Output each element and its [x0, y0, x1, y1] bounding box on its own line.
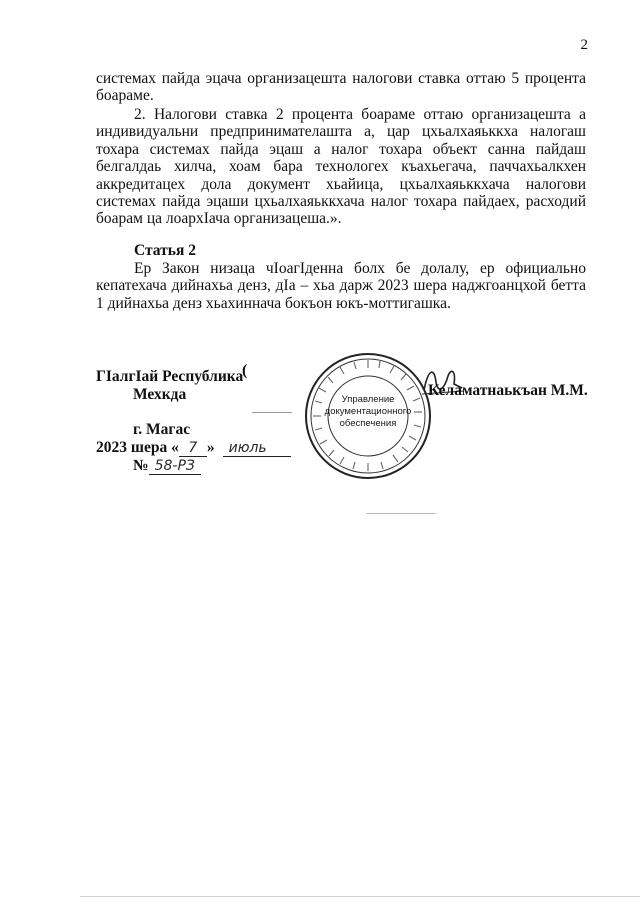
city: г. Магас — [133, 421, 191, 438]
stray-mark — [252, 412, 292, 413]
number-handwritten: 58-РЗ — [149, 458, 201, 475]
date-prefix: 2023 шера « — [96, 439, 179, 456]
stray-mark — [366, 513, 436, 514]
signature-block — [96, 368, 291, 475]
paragraph-3: Ер Закон низаца чIоагIденна болх бе долалу, ер официально кепатехача дийнахьа денз, дIа – хьа дарж 2023 шера наджгоанцхой бетта 1 дийнахьа денз хьахиннача бокъон юкъ-моттигашка. — [96, 260, 586, 312]
paragraph-2: 2. Налогови ставка 2 процента боараме оттаю организацешта а индивидуальни предпринимателашта а, цар цхьалхаяьккха налогаш тохара системах пайда эцаш а налог тохара объект санна пайдаш белгалдаь хилча, хоам бара технологех къахьегача, паччахьалкхен аккредитацех дола документ хьайица, цхьалхаяьккхача налогови системах пайда эцаши цхьалхаяьккхача налог тохара пайдаех, расходий боарам ца лоархIача организацеша.». — [96, 106, 586, 228]
date-mid: » — [206, 439, 215, 456]
page-number: 2 — [580, 37, 588, 53]
number-prefix: № — [133, 457, 149, 474]
date-day-handwritten: 7 — [179, 440, 207, 457]
date-month-handwritten: июль — [223, 440, 291, 457]
bottom-edge-line — [80, 896, 640, 897]
signer-name: Келаматнаькъан М.М. — [428, 382, 588, 399]
signatory-title-line1: ГIалгIай Республика — [96, 368, 244, 385]
article-title: Статья 2 — [134, 242, 196, 259]
date-line — [96, 439, 291, 457]
signatory-title-line2: Мехкда — [133, 386, 187, 403]
number-line — [96, 457, 291, 475]
tick-mark: ( — [242, 362, 248, 379]
paragraph-1: системах пайда эцача организацешта налогови ставка оттаю 5 процента боараме. — [96, 70, 586, 105]
seal-center-text: Управление документационного обеспечения — [324, 394, 412, 429]
